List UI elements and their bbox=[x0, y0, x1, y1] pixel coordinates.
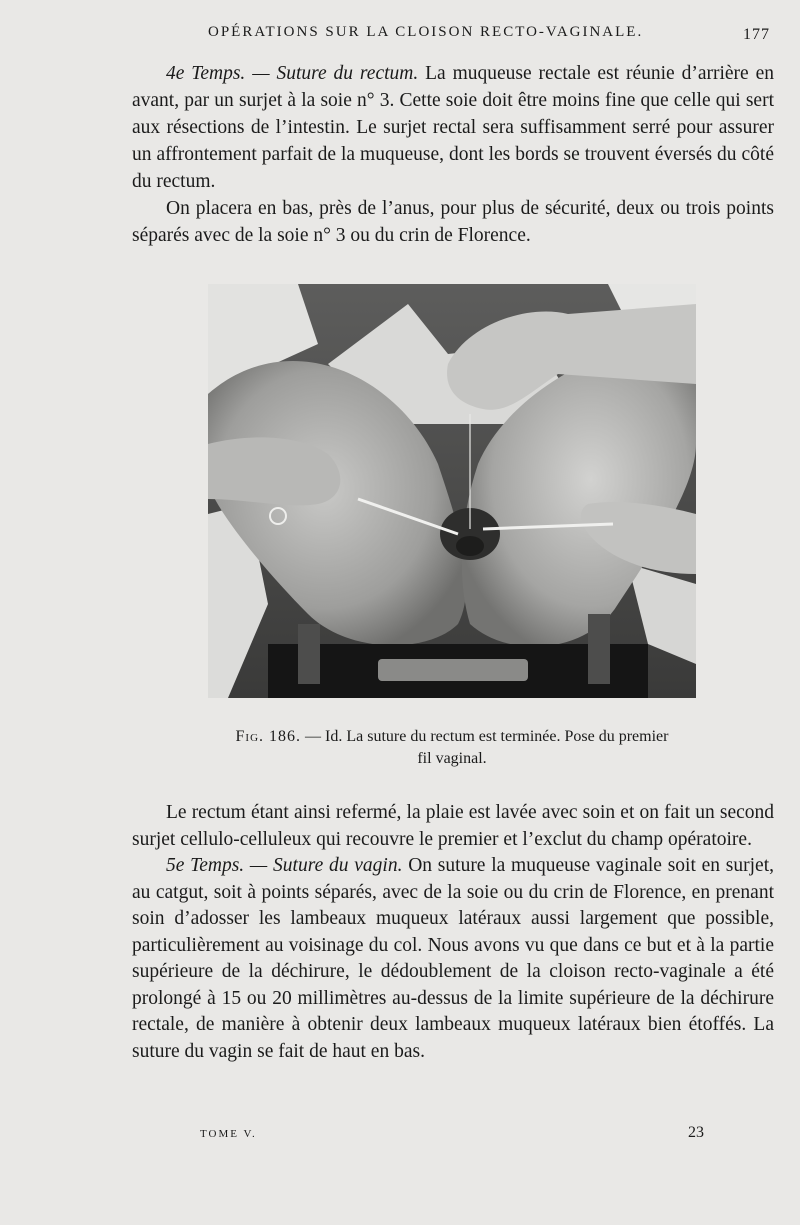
figure-186-photo bbox=[208, 284, 696, 698]
paragraph-body: La muqueuse rectale est réunie d’arrière en avant, par un surjet à la soie n° 3. Cette soie doit être moins fine que celle qui sert aux résections de l’intestin. Le surjet rectal sera suffisamment serré pour assurer un affrontement parfait de la muqueuse, dont les bords se trouvent éversés du côté du rectum. bbox=[132, 63, 774, 192]
paragraph-rectum-closed: Le rectum étant ainsi refermé, la plaie est lavée avec soin et on fait un second surjet cellulo-celluleux qui recouvre le premier et l’exclut du champ opératoire. bbox=[132, 802, 774, 850]
step-label-4: 4e Temps. — Suture du rectum. bbox=[166, 63, 419, 84]
volume-mark: TOME V. bbox=[200, 1128, 257, 1140]
signature-mark: 23 bbox=[688, 1124, 704, 1141]
step-label-5: 5e Temps. — Suture du vagin. bbox=[166, 855, 403, 876]
running-head bbox=[132, 24, 770, 48]
paragraph-body: On suture la muqueuse vaginale soit en surjet, au catgut, soit à points séparés, avec de la soie ou du crin de Florence, en prenant soin d’adosser les lambeaux muqueux latéraux aussi largement que possible, particulièrement au voisinage du col. Nous avons vu que dans ce but et à la partie supérieure de la déchirure, le dédoublement de la cloison recto-vaginale a été prolongé à 15 ou 20 millimètres au-dessus de la limite supérieure de la déchirure rectale, de manière à obtenir deux lambeaux muqueux latéraux bien étoffés. La suture du vagin se fait de haut en bas. bbox=[132, 855, 774, 1062]
figure-photograph bbox=[208, 284, 696, 698]
top-text-block bbox=[132, 60, 774, 249]
bottom-text-block bbox=[132, 800, 774, 1065]
figure-caption bbox=[232, 726, 672, 770]
page-number: 177 bbox=[743, 26, 770, 43]
figure-caption-text: — Id. La suture du rectum est terminée. Pose du premier fil vaginal. bbox=[301, 728, 669, 767]
figure-label: Fig. 186. bbox=[235, 728, 302, 745]
paragraph-separate-stitches: On placera en bas, près de l’anus, pour plus de sécurité, deux ou trois points séparés avec de la soie n° 3 ou du crin de Florence. bbox=[132, 198, 774, 246]
paragraph-vagina-suture bbox=[132, 853, 774, 1065]
paragraph-rectum-suture bbox=[132, 60, 774, 195]
running-title: OPÉRATIONS SUR LA CLOISON RECTO-VAGINALE. bbox=[208, 24, 644, 40]
